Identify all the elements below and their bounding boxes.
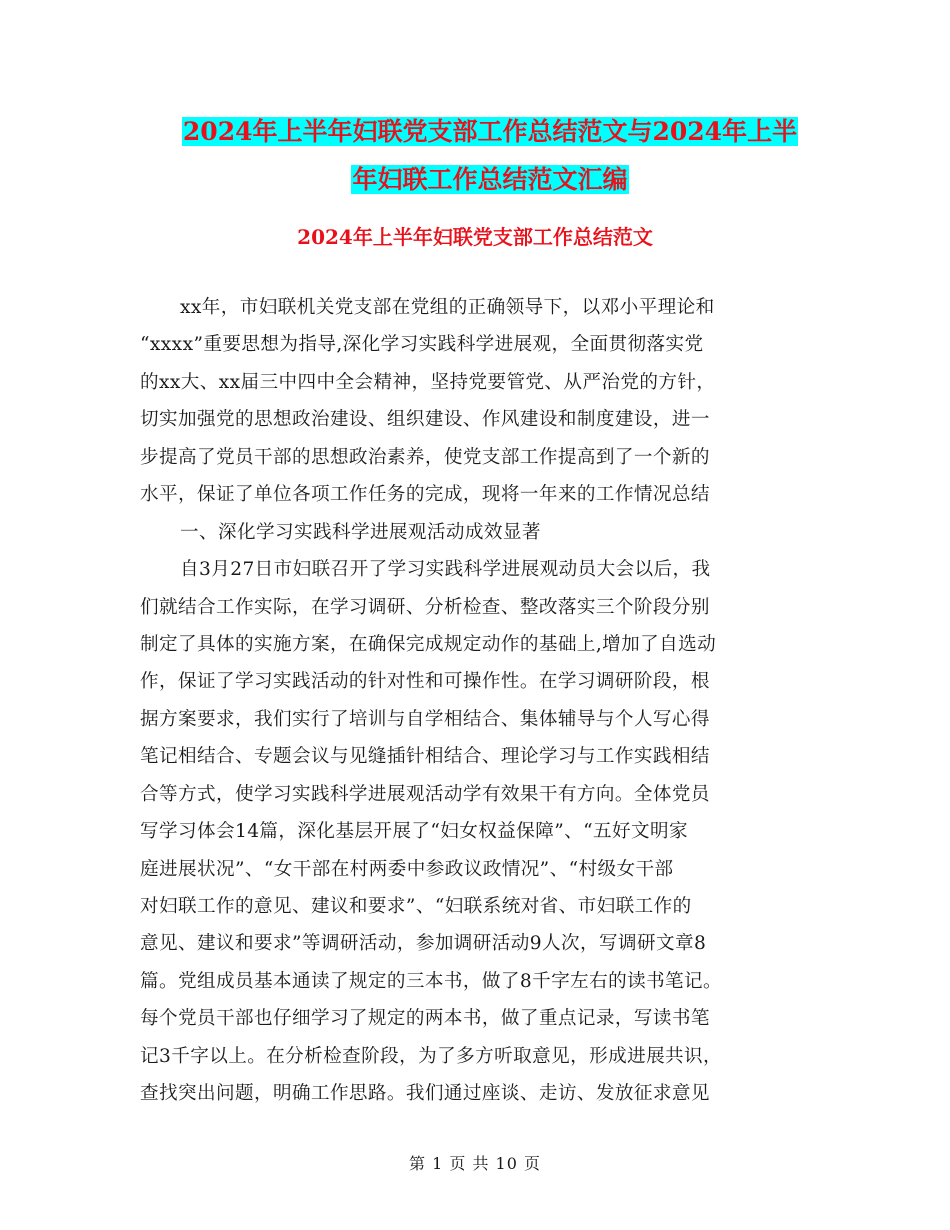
paragraph-line: “xxxx”重要思想为指导,深化学习实践科学进展观，全面贯彻落实党 — [140, 334, 704, 356]
paragraph-line: 作，保证了学习实践活动的针对性和可操作性。在学习调研阶段，根 — [140, 671, 710, 693]
paragraph-line: 笔记相结合、专题会议与见缝插针相结合、理论学习与工作实践相结 — [140, 746, 710, 768]
title-line-2: 年妇联工作总结范文汇编 — [352, 165, 628, 194]
paragraph-line: 意见、建议和要求”等调研活动，参加调研活动9人次，写调研文章8 — [140, 933, 707, 955]
paragraph-line: 合等方式，使学习实践科学进展观活动学有效果干有方向。全体党员 — [140, 783, 710, 805]
paragraph-line: 篇。党组成员基本通读了规定的三本书，做了8千字左右的读书笔记。 — [140, 970, 723, 992]
paragraph-line: 庭进展状况”、“女干部在村两委中参政议政情况”、“村级女干部 — [140, 858, 674, 880]
paragraph-line: 查找突出问题，明确工作思路。我们通过座谈、走访、发放征求意见 — [140, 1083, 710, 1105]
title-line-1: 2024年上半年妇联党支部工作总结范文与2024年上半 — [182, 117, 798, 146]
paragraph-line: 切实加强党的思想政治建设、组织建设、作风建设和制度建设，进一 — [140, 409, 710, 431]
section-title: 2024年上半年妇联党支部工作总结范文 — [297, 225, 653, 249]
paragraph-line: 据方案要求，我们实行了培训与自学相结合、集体辅导与个人写心得 — [140, 708, 710, 730]
paragraph-line: 每个党员干部也仔细学习了规定的两本书，做了重点记录，写读书笔 — [140, 1008, 710, 1030]
section-heading: 一、深化学习实践科学进展观活动成效显著 — [180, 521, 541, 543]
paragraph-line: 们就结合工作实际，在学习调研、分析检查、整改落实三个阶段分别 — [140, 596, 710, 618]
paragraph-line: xx年，市妇联机关党支部在党组的正确领导下，以邓小平理论和 — [180, 297, 715, 318]
paragraph-line: 记3千字以上。在分析检查阶段，为了多方听取意见，形成进展共识， — [140, 1045, 723, 1067]
paragraph-line: 对妇联工作的意见、建议和要求”、“妇联系统对省、市妇联工作的 — [140, 896, 692, 917]
paragraph-line: 制定了具体的实施方案，在确保完成规定动作的基础上,增加了自选动 — [140, 633, 717, 655]
paragraph-line: 写学习体会14篇，深化基层开展了“妇女权益保障”、“五好文明家 — [140, 821, 689, 843]
body-text — [140, 289, 810, 1113]
paragraph-line: 的xx大、xx届三中四中全会精神，坚持党要管党、从严治党的方针， — [140, 371, 716, 393]
paragraph-line: 自3月27日市妇联召开了学习实践科学进展观动员大会以后，我 — [180, 559, 711, 581]
paragraph-line: 步提高了党员干部的思想政治素养，使党支部工作提高到了一个新的 — [140, 446, 710, 468]
document-title — [140, 108, 840, 204]
paragraph-line: 水平，保证了单位各项工作任务的完成，现将一年来的工作情况总结 — [140, 484, 710, 506]
page-footer: 第 1 页 共 10 页 — [409, 1154, 541, 1173]
